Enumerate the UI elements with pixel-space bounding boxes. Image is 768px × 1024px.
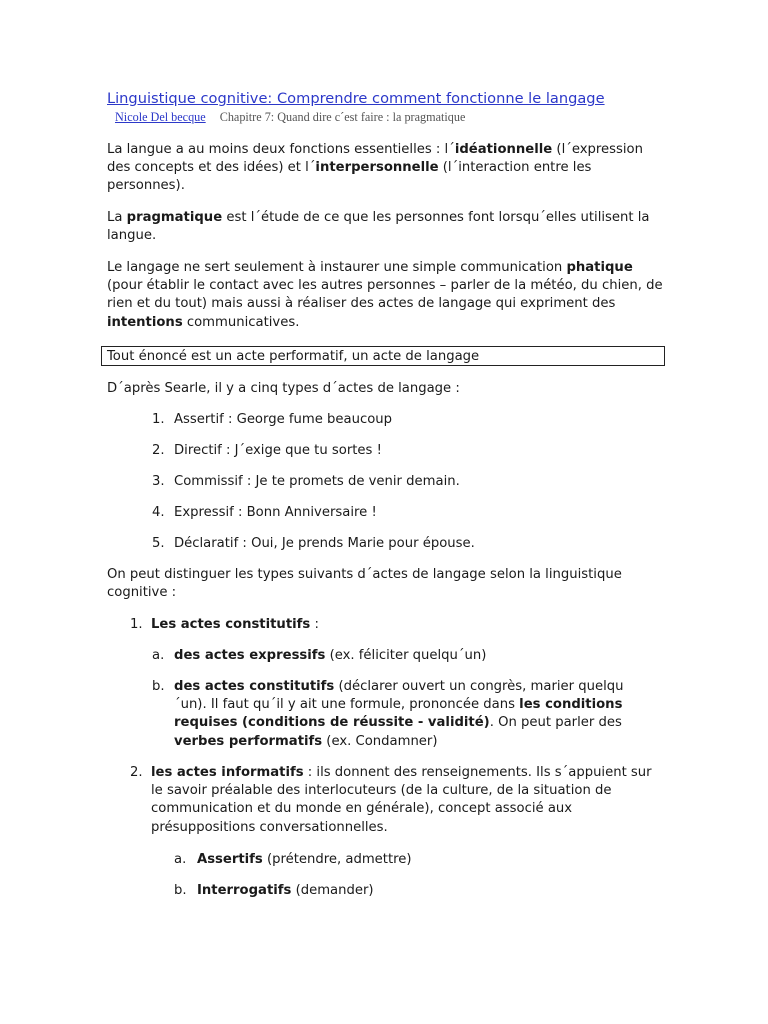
subtitle-line: [115, 110, 465, 125]
paragraph-langage: Le langage ne sert seulement à instaurer une simple communication phatique (pour établir le contact avec les autres personnes – parler de la météo, du chien, de rien et du tout) mais aussi à réaliser des actes de langage qui expriment des intentions communicatives.: [107, 260, 663, 330]
document-title-link[interactable]: Linguistique cognitive: Comprendre comment fonctionne le langage: [107, 90, 605, 107]
chapter-title: Chapitre 7: Quand dire c´est faire : la pragmatique: [219, 110, 466, 124]
list-item: b. des actes constitutifs (déclarer ouvert un congrès, marier quelqu´un). Il faut qu´il y ait une formule, prononcée dans les conditions requises (conditions de réussite - validité). On peut parler des verbes performatifs (ex. Condamner): [152, 679, 624, 749]
document-page: Linguistique cognitive: Comprendre comment fonctionne le langage Nicole Del becque Chapitre 7: Quand dire c´est faire : la pragmatique La langue a au moins deux fonctions essentielles : l´idéationnelle (l´expression des concepts et des idées) et l´interpersonnelle (l´interaction entre les personnes). La pragmatique est l´étude de ce que les personnes font lorsqu´elles utilisent la langue. Le langage ne sert seulement à instaurer une simple communication phatique (pour établir le contact avec les autres personnes – parler de la météo, du chien, de rien et du tout) mais aussi à réaliser des actes de langage qui expriment des intentions communicatives. Tout énoncé est un acte performatif, un acte de langage D´après Searle, il y a cinq types d´actes de langage : 1. Assertif : George fume beaucoup 2. Directif : J´exige que tu sortes ! 3. Commissif : Je te promets de venir demain. 4. Expressif : Bonn Anniversaire ! 5. Déclaratif : Oui, Je prends Marie pour épouse. On peut distinguer les types suivants d´actes de langage selon la linguistique cognitive : 1. Les actes constitutifs : a. des actes expressifs (ex. féliciter quelqu´un) b. des actes constitutifs (déclarer ouvert un congrès, marier quelqu´un). Il faut qu´il y ait une formule, prononcée dans les conditions requises (conditions de réussite - validité). On peut parler des verbes performatifs (ex. Condamner) 2. les actes informatifs : ils donnent des renseignements. Ils s´appuient sur le savoir préalable des interlocuteurs (de la culture, de la situation de communication et du monde en générale), concept associé aux présuppositions conversationnelles. a. Assertifs (prétendre, admettre) b. Interrogatifs (demander): [0, 0, 768, 1024]
author-link[interactable]: Nicole Del becque: [115, 110, 206, 124]
paragraph-pragmatique: La pragmatique est l´étude de ce que les personnes font lorsqu´elles utilisent la langue.: [107, 210, 650, 244]
searle-intro: D´après Searle, il y a cinq types d´actes de langage :: [107, 381, 460, 396]
cognitive-intro: On peut distinguer les types suivants d´actes de langage selon la linguistique cognitive :: [107, 567, 622, 601]
boxed-statement: Tout énoncé est un acte performatif, un acte de langage: [101, 346, 665, 366]
list-item: 2. les actes informatifs : ils donnent des renseignements. Ils s´appuient sur le savoir préalable des interlocuteurs (de la culture, de la situation de communication et du monde en générale), concept associé aux présuppositions conversationnelles.: [130, 765, 652, 835]
paragraph-functions: La langue a au moins deux fonctions essentielles : l´idéationnelle (l´expression des concepts et des idées) et l´interpersonnelle (l´interaction entre les personnes).: [107, 142, 643, 194]
